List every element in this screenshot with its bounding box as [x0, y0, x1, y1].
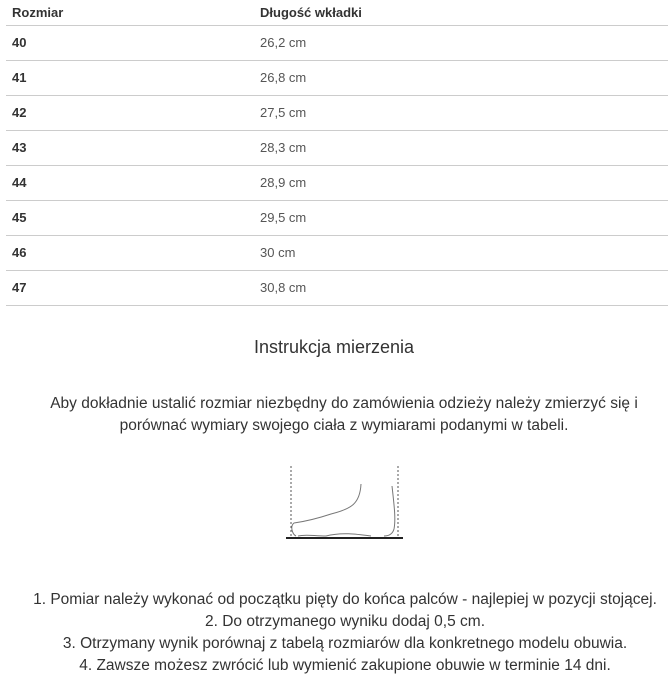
step: 4. Zawsze możesz zwrócić lub wymienić zakupione obuwie w terminie 14 dni. — [79, 657, 611, 674]
table-row — [6, 95, 668, 130]
header-insole-length: Długość wkładki — [254, 0, 668, 25]
size-cell: 46 — [6, 235, 254, 270]
size-cell: 45 — [6, 200, 254, 235]
size-cell: 47 — [6, 270, 254, 305]
length-cell: 30 cm — [254, 235, 668, 270]
length-cell: 26,8 cm — [254, 60, 668, 95]
table-row — [6, 25, 668, 60]
table-row — [6, 165, 668, 200]
table-row — [6, 60, 668, 95]
length-cell: 28,9 cm — [254, 165, 668, 200]
instructions-title: Instrukcja mierzenia — [253, 337, 415, 357]
table-row — [6, 130, 668, 165]
table-row — [6, 270, 668, 305]
step: 2. Do otrzymanego wyniku dodaj 0,5 cm. — [205, 613, 485, 630]
size-cell: 44 — [6, 165, 254, 200]
length-cell: 28,3 cm — [254, 130, 668, 165]
table-row — [6, 200, 668, 235]
table-row — [6, 235, 668, 270]
table-header — [6, 0, 668, 25]
length-cell: 30,8 cm — [254, 270, 668, 305]
foot-measurement-icon — [286, 464, 406, 549]
size-table — [6, 0, 668, 306]
step: 1. Pomiar należy wykonać od początku pięty do końca palców - najlepiej w pozycji stojącej. — [33, 591, 657, 608]
header-size: Rozmiar — [6, 0, 254, 25]
size-cell: 41 — [6, 60, 254, 95]
instructions-intro: Aby dokładnie ustalić rozmiar niezbędny do zamówienia odzieży należy zmierzyć się i porównać wymiary swojego ciała z wymiarami podanymi w tabeli. — [50, 395, 638, 434]
instructions-steps — [0, 589, 668, 677]
size-cell: 40 — [6, 25, 254, 60]
length-cell: 27,5 cm — [254, 95, 668, 130]
step: 3. Otrzymany wynik porównaj z tabelą rozmiarów dla konkretnego modelu obuwia. — [62, 635, 628, 652]
size-cell: 42 — [6, 95, 254, 130]
size-cell: 43 — [6, 130, 254, 165]
length-cell: 29,5 cm — [254, 200, 668, 235]
length-cell: 26,2 cm — [254, 25, 668, 60]
